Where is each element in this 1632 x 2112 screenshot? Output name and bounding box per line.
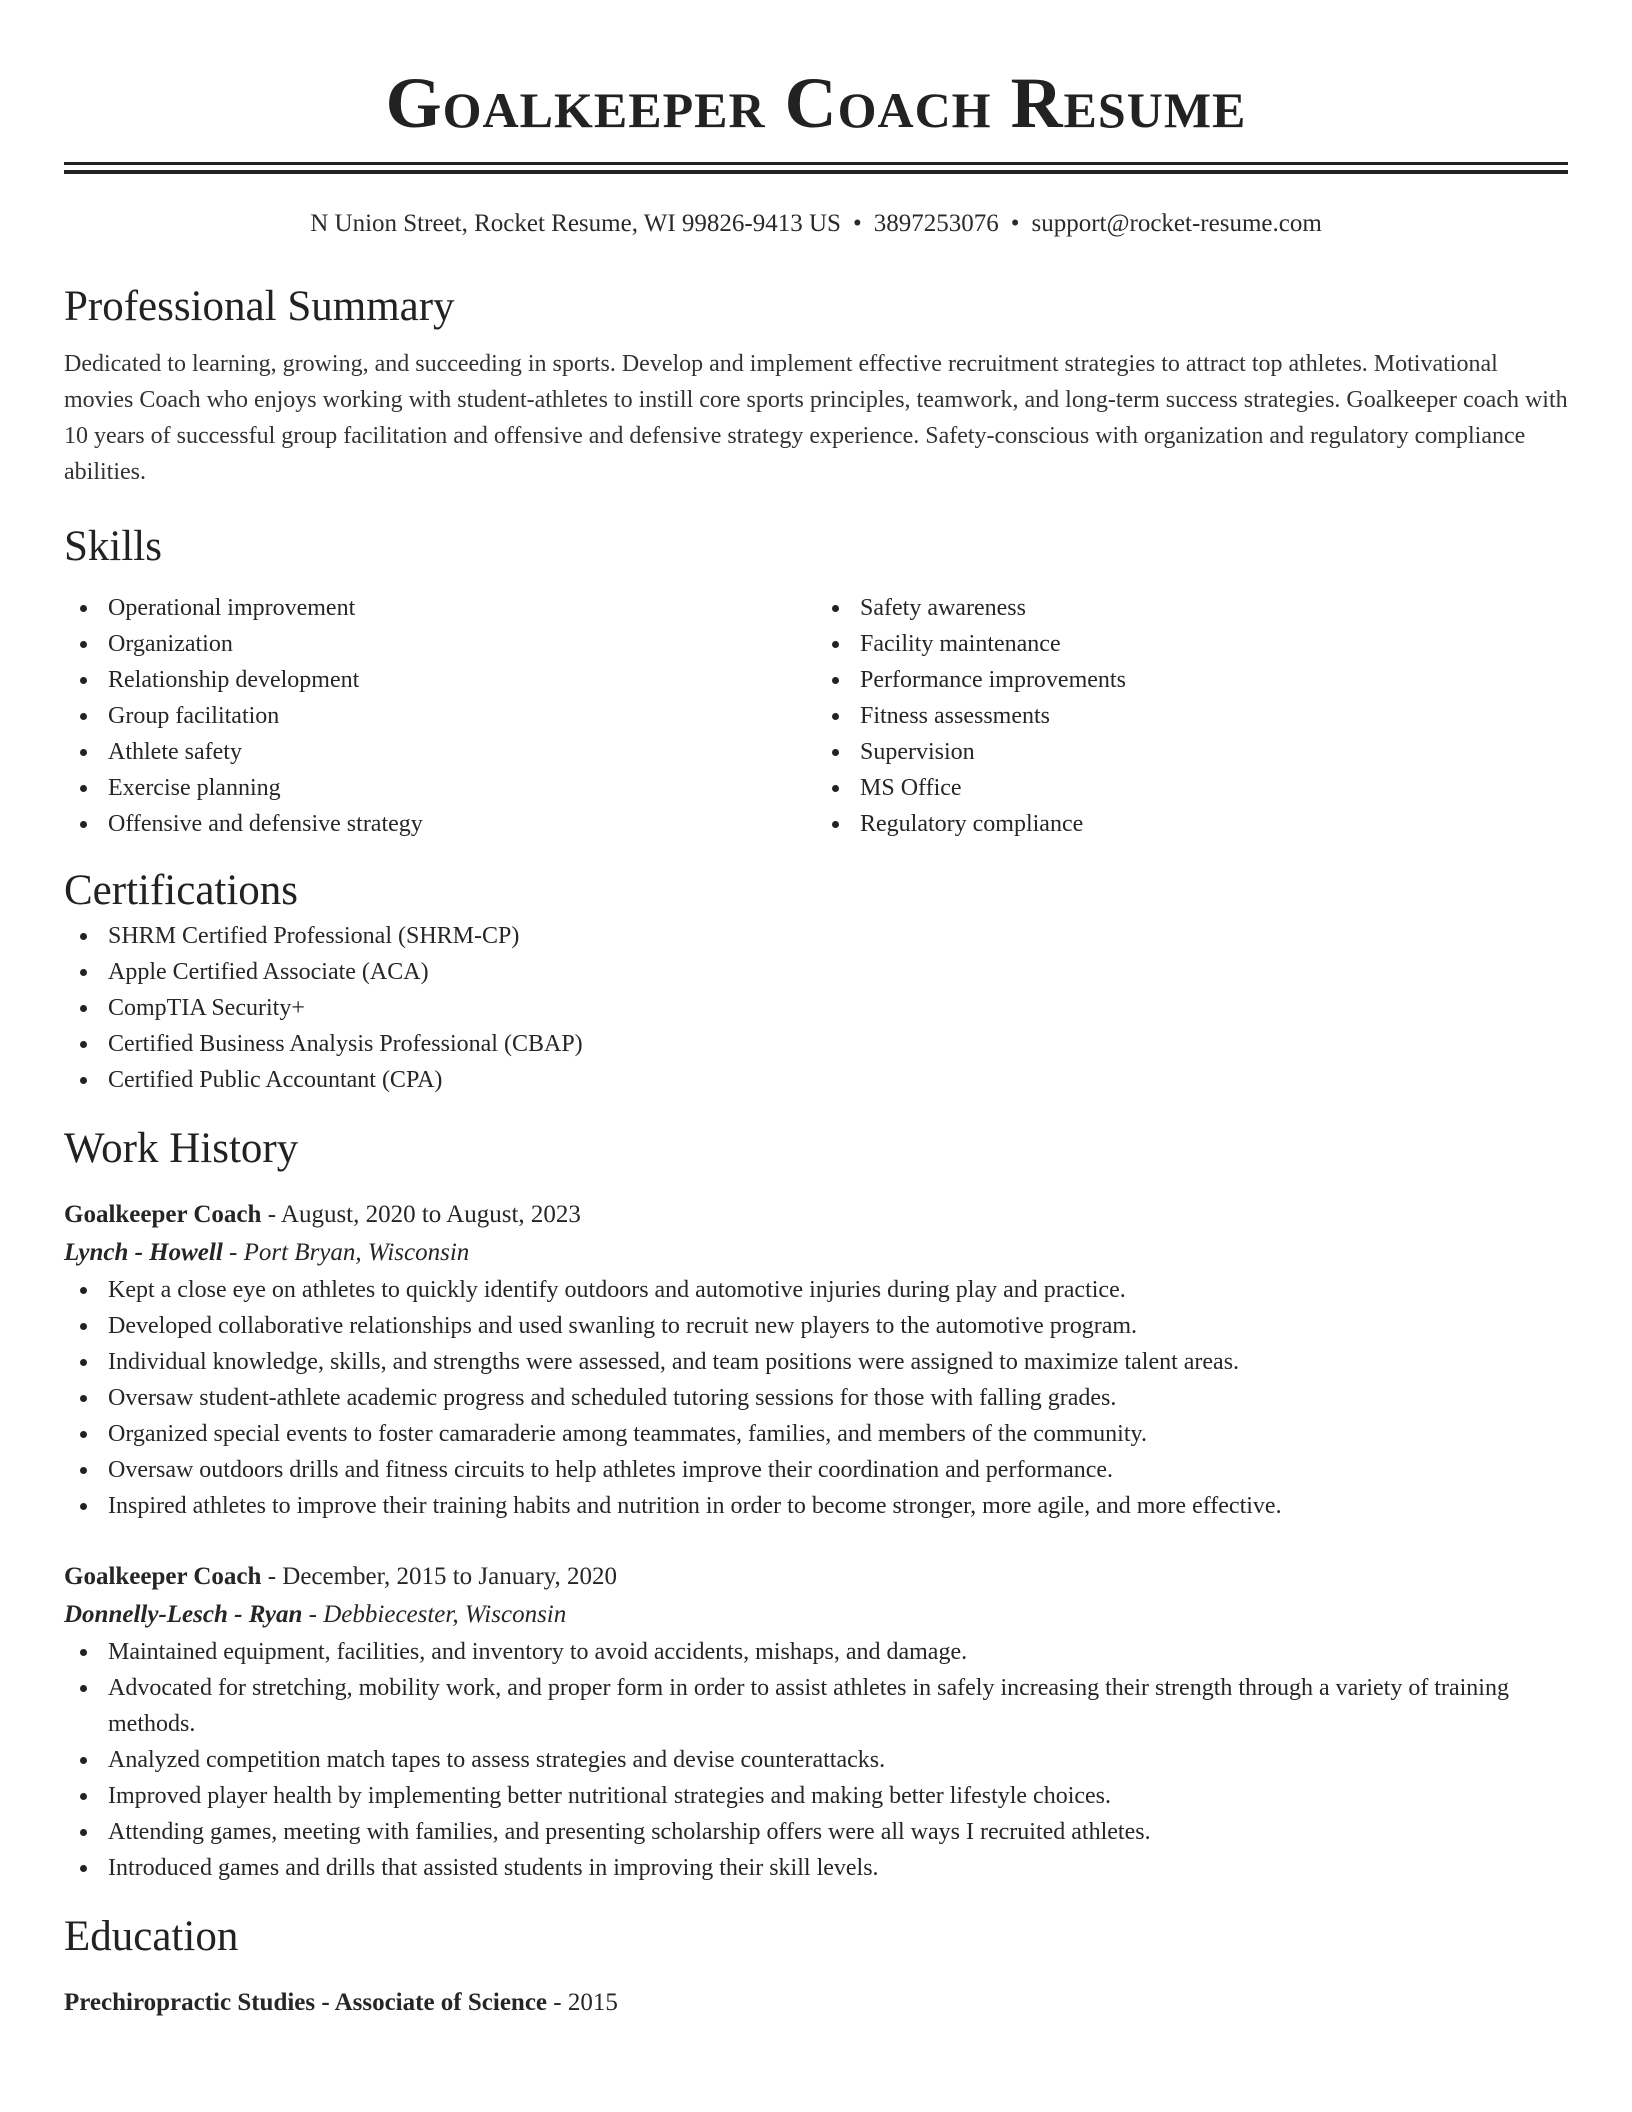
job-title-line	[64, 1558, 1568, 1596]
job-bullet: Analyzed competition match tapes to assess strategies and devise counterattacks.	[64, 1742, 1568, 1778]
skill-item: Safety awareness	[816, 590, 1568, 626]
skill-item: Fitness assessments	[816, 698, 1568, 734]
education-degree: Prechiropractic Studies - Associate of Science	[64, 1989, 548, 2016]
job-company-line	[64, 1596, 1568, 1634]
skill-item: Organization	[64, 626, 816, 662]
skills-list-right	[816, 590, 1568, 842]
job-dates: - August, 2020 to August, 2023	[261, 1201, 581, 1228]
resume-title: Goalkeeper Coach Resume	[385, 63, 1247, 143]
job-entry	[64, 1196, 1568, 1524]
job-dates: - December, 2015 to January, 2020	[261, 1563, 618, 1590]
job-bullet: Oversaw outdoors drills and fitness circuits to help athletes improve their coordination and performance.	[64, 1452, 1568, 1488]
job-responsibilities	[64, 1634, 1568, 1886]
skills-heading: Skills	[64, 523, 162, 570]
skill-item: Group facilitation	[64, 698, 816, 734]
job-location: - Debbiecester, Wisconsin	[302, 1601, 567, 1628]
certification-item: CompTIA Security+	[64, 990, 1568, 1026]
job-bullet: Advocated for stretching, mobility work, and proper form in order to assist athletes in safely increasing their strength through a variety of training methods.	[64, 1670, 1568, 1742]
job-bullet: Individual knowledge, skills, and strengths were assessed, and team positions were assigned to maximize talent areas.	[64, 1344, 1568, 1380]
skill-item: Regulatory compliance	[816, 806, 1568, 842]
summary-heading: Professional Summary	[64, 283, 455, 330]
contact-separator: •	[1010, 210, 1020, 237]
job-company-line	[64, 1234, 1568, 1272]
job-bullet: Developed collaborative relationships and used swanling to recruit new players to the automotive program.	[64, 1308, 1568, 1344]
job-bullet: Oversaw student-athlete academic progress and scheduled tutoring sessions for those with falling grades.	[64, 1380, 1568, 1416]
skill-item: Supervision	[816, 734, 1568, 770]
certification-item: Apple Certified Associate (ACA)	[64, 954, 1568, 990]
contact-address: N Union Street, Rocket Resume, WI 99826-9413 US	[310, 210, 841, 237]
job-company: Donnelly-Lesch - Ryan	[64, 1601, 303, 1628]
skill-item: Athlete safety	[64, 734, 816, 770]
job-bullet: Attending games, meeting with families, and presenting scholarship offers were all ways I recruited athletes.	[64, 1814, 1568, 1850]
skill-item: Exercise planning	[64, 770, 816, 806]
skills-list-left	[64, 590, 816, 842]
job-entry	[64, 1558, 1568, 1886]
job-bullet: Inspired athletes to improve their training habits and nutrition in order to become stronger, more agile, and more effective.	[64, 1488, 1568, 1524]
skills-column-left	[64, 590, 816, 842]
job-bullet: Introduced games and drills that assisted students in improving their skill levels.	[64, 1850, 1568, 1886]
skill-item: Offensive and defensive strategy	[64, 806, 816, 842]
certification-item: Certified Business Analysis Professional (CBAP)	[64, 1026, 1568, 1062]
education-year: - 2015	[547, 1989, 618, 2016]
job-responsibilities	[64, 1272, 1568, 1524]
skill-item: Performance improvements	[816, 662, 1568, 698]
skills-column-right	[816, 590, 1568, 842]
certification-item: SHRM Certified Professional (SHRM-CP)	[64, 918, 1568, 954]
certifications-list	[64, 918, 1568, 1098]
skill-item: Facility maintenance	[816, 626, 1568, 662]
job-bullet: Kept a close eye on athletes to quickly identify outdoors and automotive injuries during play and practice.	[64, 1272, 1568, 1308]
title-divider-top	[64, 162, 1568, 165]
skill-item: MS Office	[816, 770, 1568, 806]
work-history-heading: Work History	[64, 1125, 299, 1172]
education-heading: Education	[64, 1913, 239, 1960]
contact-email: support@rocket-resume.com	[1031, 210, 1322, 237]
job-bullet: Maintained equipment, facilities, and inventory to avoid accidents, mishaps, and damage.	[64, 1634, 1568, 1670]
education-entry	[64, 1984, 1568, 2022]
skill-item: Operational improvement	[64, 590, 816, 626]
job-company: Lynch - Howell	[64, 1239, 223, 1266]
job-title-line	[64, 1196, 1568, 1234]
title-divider-bottom	[64, 170, 1568, 174]
job-location: - Port Bryan, Wisconsin	[222, 1239, 470, 1266]
job-title: Goalkeeper Coach	[64, 1201, 262, 1228]
certification-item: Certified Public Accountant (CPA)	[64, 1062, 1568, 1098]
contact-phone: 3897253076	[873, 210, 999, 237]
contact-line	[64, 208, 1568, 240]
skill-item: Relationship development	[64, 662, 816, 698]
contact-separator: •	[852, 210, 862, 237]
certifications-heading: Certifications	[64, 867, 299, 914]
job-bullet: Improved player health by implementing better nutritional strategies and making better lifestyle choices.	[64, 1778, 1568, 1814]
job-title: Goalkeeper Coach	[64, 1563, 262, 1590]
skills-grid	[64, 590, 1568, 842]
summary-text: Dedicated to learning, growing, and succeeding in sports. Develop and implement effective recruitment strategies to attract top athletes. Motivational movies Coach who enjoys working with student-athletes to instill core sports principles, teamwork, and long-term success strategies. Goalkeeper coach with 10 years of successful group facilitation and offensive and defensive strategy experience. Safety-conscious with organization and regulatory compliance abilities.	[64, 351, 1568, 485]
job-bullet: Organized special events to foster camaraderie among teammates, families, and members of the community.	[64, 1416, 1568, 1452]
